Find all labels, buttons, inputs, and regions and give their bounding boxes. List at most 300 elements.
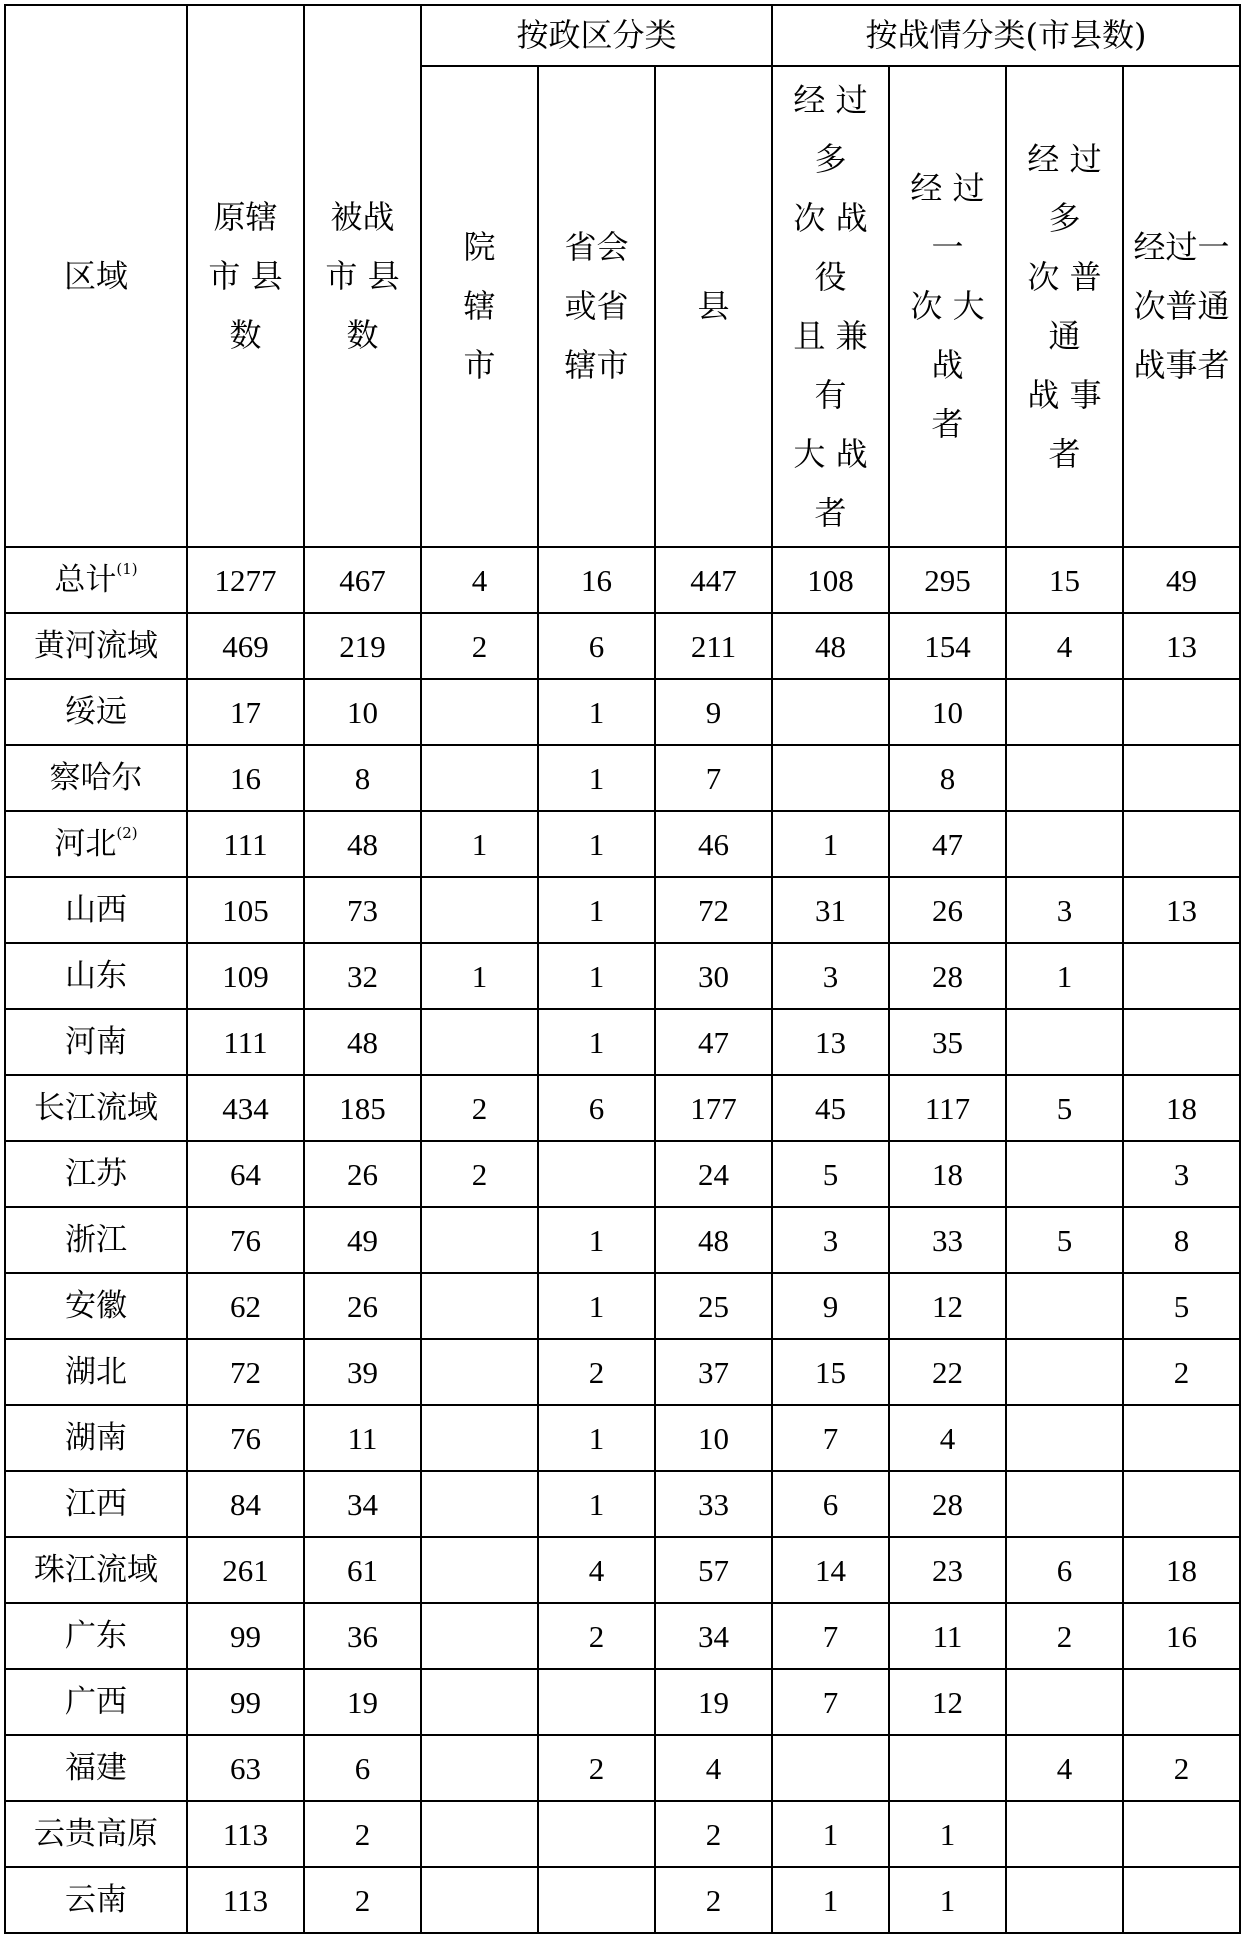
value-cell: 8 <box>1123 1207 1240 1273</box>
value-cell <box>1006 745 1123 811</box>
value-cell: 72 <box>655 877 772 943</box>
header-original-count-line: 原辖 <box>213 197 278 236</box>
value-cell: 2 <box>538 1603 655 1669</box>
table-body <box>5 547 1240 1933</box>
value-cell: 7 <box>772 1669 889 1735</box>
table-row <box>5 1735 1240 1801</box>
value-cell: 11 <box>889 1603 1006 1669</box>
header-multi-battles-major-line: 者 <box>814 493 847 532</box>
table-row <box>5 943 1240 1009</box>
header-one-major-battle-line: 一 <box>931 228 964 266</box>
table-row <box>5 1207 1240 1273</box>
header-multi-battles-major-label <box>793 71 867 543</box>
region-cell <box>5 1603 187 1669</box>
value-cell: 2 <box>1006 1603 1123 1669</box>
table-row <box>5 679 1240 745</box>
value-cell: 4 <box>421 547 538 613</box>
value-cell: 48 <box>655 1207 772 1273</box>
header-provincial-city-line: 辖市 <box>564 346 629 384</box>
header-multi-battles-major-line: 大 战 <box>793 434 868 473</box>
table-row <box>5 1669 1240 1735</box>
value-cell <box>1123 943 1240 1009</box>
header-county <box>655 66 772 547</box>
value-cell: 99 <box>187 1603 304 1669</box>
header-provincial-city <box>538 66 655 547</box>
value-cell: 10 <box>304 679 421 745</box>
header-group-war-label: 按战情分类(市县数) <box>865 16 1147 54</box>
value-cell <box>421 679 538 745</box>
value-cell: 24 <box>655 1141 772 1207</box>
value-cell: 113 <box>187 1801 304 1867</box>
table-row <box>5 1075 1240 1141</box>
region-cell <box>5 613 187 679</box>
value-cell: 113 <box>187 1867 304 1933</box>
region-cell <box>5 547 187 613</box>
header-multi-ordinary-line: 者 <box>1048 434 1081 473</box>
value-cell: 1 <box>538 877 655 943</box>
table-row <box>5 1405 1240 1471</box>
value-cell: 30 <box>655 943 772 1009</box>
region-cell <box>5 1207 187 1273</box>
value-cell: 31 <box>772 877 889 943</box>
value-cell: 16 <box>538 547 655 613</box>
value-cell <box>421 1603 538 1669</box>
value-cell: 25 <box>655 1273 772 1339</box>
header-provincial-city-line: 省会 <box>564 228 629 266</box>
header-multi-ordinary-line: 战 事 <box>1027 375 1102 414</box>
statistics-table <box>4 4 1241 1934</box>
value-cell: 2 <box>1123 1735 1240 1801</box>
value-cell: 34 <box>655 1603 772 1669</box>
region-cell <box>5 745 187 811</box>
header-provincial-city-line: 或省 <box>564 287 629 325</box>
header-multi-ordinary-line: 通 <box>1048 316 1081 355</box>
value-cell: 2 <box>421 1075 538 1141</box>
value-cell: 45 <box>772 1075 889 1141</box>
value-cell: 16 <box>187 745 304 811</box>
table-row <box>5 1339 1240 1405</box>
region-cell <box>5 1075 187 1141</box>
value-cell <box>1006 1009 1123 1075</box>
header-one-ordinary-label <box>1134 218 1230 395</box>
header-courtyard-city-label <box>463 218 495 395</box>
region-cell <box>5 1669 187 1735</box>
value-cell: 33 <box>655 1471 772 1537</box>
value-cell: 3 <box>1006 877 1123 943</box>
value-cell: 36 <box>304 1603 421 1669</box>
header-multi-ordinary-label <box>1027 130 1101 484</box>
value-cell: 6 <box>538 613 655 679</box>
value-cell: 111 <box>187 1009 304 1075</box>
region-name: 福建 <box>65 1749 127 1786</box>
region-cell <box>5 1801 187 1867</box>
value-cell <box>1006 1273 1123 1339</box>
value-cell: 47 <box>889 811 1006 877</box>
region-cell <box>5 679 187 745</box>
value-cell: 9 <box>772 1273 889 1339</box>
header-courtyard-city <box>421 66 538 547</box>
value-cell: 3 <box>772 943 889 1009</box>
table-row <box>5 1867 1240 1933</box>
value-cell: 1 <box>772 1801 889 1867</box>
table-row <box>5 745 1240 811</box>
value-cell: 1 <box>421 943 538 1009</box>
value-cell <box>1006 1405 1123 1471</box>
header-multi-battles-major <box>772 66 889 547</box>
value-cell: 2 <box>1123 1339 1240 1405</box>
table-row <box>5 547 1240 613</box>
value-cell: 49 <box>304 1207 421 1273</box>
value-cell: 46 <box>655 811 772 877</box>
value-cell <box>421 745 538 811</box>
value-cell: 111 <box>187 811 304 877</box>
value-cell <box>772 745 889 811</box>
value-cell: 12 <box>889 1273 1006 1339</box>
value-cell: 1 <box>538 1273 655 1339</box>
region-name: 察哈尔 <box>49 759 143 796</box>
value-cell: 1 <box>772 1867 889 1933</box>
value-cell: 2 <box>304 1867 421 1933</box>
region-cell <box>5 1867 187 1933</box>
value-cell: 117 <box>889 1075 1006 1141</box>
region-name: 山西 <box>65 891 127 928</box>
value-cell <box>421 1207 538 1273</box>
footnote-marker: (2) <box>116 824 138 843</box>
value-cell: 5 <box>1123 1273 1240 1339</box>
value-cell: 2 <box>538 1735 655 1801</box>
value-cell: 19 <box>304 1669 421 1735</box>
value-cell: 73 <box>304 877 421 943</box>
value-cell: 154 <box>889 613 1006 679</box>
header-original-count-label <box>208 188 282 365</box>
value-cell: 61 <box>304 1537 421 1603</box>
value-cell: 1 <box>538 1009 655 1075</box>
value-cell: 109 <box>187 943 304 1009</box>
header-region <box>5 5 187 547</box>
region-name: 黄河流域 <box>34 627 158 664</box>
region-cell <box>5 943 187 1009</box>
value-cell: 2 <box>655 1801 772 1867</box>
value-cell: 2 <box>538 1339 655 1405</box>
value-cell: 28 <box>889 1471 1006 1537</box>
header-group-admin-label: 按政区分类 <box>516 16 677 54</box>
value-cell <box>421 1801 538 1867</box>
value-cell: 5 <box>1006 1075 1123 1141</box>
footnote-marker: (1) <box>116 560 138 579</box>
value-cell: 469 <box>187 613 304 679</box>
value-cell: 35 <box>889 1009 1006 1075</box>
value-cell <box>1123 1867 1240 1933</box>
value-cell <box>538 1669 655 1735</box>
header-original-count-line: 市 县 <box>208 256 283 295</box>
value-cell: 63 <box>187 1735 304 1801</box>
value-cell: 13 <box>1123 877 1240 943</box>
header-one-ordinary-line: 战事者 <box>1133 346 1230 384</box>
value-cell: 64 <box>187 1141 304 1207</box>
header-multi-ordinary-line: 经 过 <box>1027 139 1102 178</box>
value-cell: 4 <box>538 1537 655 1603</box>
value-cell: 7 <box>772 1603 889 1669</box>
value-cell: 22 <box>889 1339 1006 1405</box>
header-multi-battles-major-line: 多 <box>814 139 847 178</box>
region-cell <box>5 1735 187 1801</box>
value-cell: 32 <box>304 943 421 1009</box>
header-region-label: 区域 <box>63 256 128 295</box>
value-cell <box>1123 811 1240 877</box>
table-row <box>5 877 1240 943</box>
region-cell <box>5 811 187 877</box>
value-cell: 1 <box>889 1867 1006 1933</box>
value-cell: 39 <box>304 1339 421 1405</box>
value-cell: 10 <box>655 1405 772 1471</box>
region-name: 广西 <box>65 1683 127 1720</box>
value-cell: 261 <box>187 1537 304 1603</box>
region-name: 山东 <box>65 957 127 994</box>
value-cell: 18 <box>1123 1075 1240 1141</box>
region-cell <box>5 1339 187 1405</box>
header-original-count-line: 数 <box>229 315 262 354</box>
value-cell: 8 <box>304 745 421 811</box>
value-cell: 295 <box>889 547 1006 613</box>
value-cell: 48 <box>772 613 889 679</box>
value-cell: 2 <box>421 1141 538 1207</box>
table-header <box>5 5 1240 547</box>
value-cell: 5 <box>1006 1207 1123 1273</box>
header-multi-battles-major-line: 役 <box>814 257 847 296</box>
value-cell <box>421 1537 538 1603</box>
value-cell: 1277 <box>187 547 304 613</box>
value-cell: 23 <box>889 1537 1006 1603</box>
header-group-war <box>772 5 1240 66</box>
value-cell: 1 <box>538 1405 655 1471</box>
table-row <box>5 1009 1240 1075</box>
value-cell: 26 <box>304 1273 421 1339</box>
region-name: 湖南 <box>65 1419 127 1456</box>
value-cell: 18 <box>889 1141 1006 1207</box>
value-cell: 1 <box>538 745 655 811</box>
value-cell: 13 <box>772 1009 889 1075</box>
region-name: 云贵高原 <box>34 1815 158 1852</box>
value-cell <box>1123 745 1240 811</box>
value-cell: 57 <box>655 1537 772 1603</box>
value-cell: 108 <box>772 547 889 613</box>
value-cell <box>1006 1867 1123 1933</box>
header-one-major-battle-line: 次 大 <box>910 287 985 325</box>
header-group-admin <box>421 5 772 66</box>
value-cell <box>538 1867 655 1933</box>
value-cell: 33 <box>889 1207 1006 1273</box>
value-cell: 84 <box>187 1471 304 1537</box>
value-cell: 177 <box>655 1075 772 1141</box>
value-cell: 34 <box>304 1471 421 1537</box>
value-cell <box>1006 811 1123 877</box>
value-cell: 105 <box>187 877 304 943</box>
header-one-major-battle <box>889 66 1006 547</box>
value-cell: 28 <box>889 943 1006 1009</box>
region-name: 河南 <box>65 1023 127 1060</box>
header-war-count-label <box>325 188 399 365</box>
value-cell <box>538 1141 655 1207</box>
value-cell <box>1006 1801 1123 1867</box>
value-cell: 15 <box>1006 547 1123 613</box>
region-cell <box>5 1405 187 1471</box>
value-cell: 6 <box>1006 1537 1123 1603</box>
value-cell <box>1123 1471 1240 1537</box>
value-cell <box>421 1009 538 1075</box>
value-cell <box>421 1273 538 1339</box>
header-courtyard-city-line: 辖 <box>463 287 496 325</box>
region-cell <box>5 1141 187 1207</box>
table-row <box>5 1603 1240 1669</box>
header-multi-battles-major-line: 次 战 <box>793 198 868 237</box>
value-cell: 3 <box>1123 1141 1240 1207</box>
region-cell <box>5 1273 187 1339</box>
value-cell <box>1006 1141 1123 1207</box>
value-cell <box>421 1471 538 1537</box>
value-cell: 1 <box>538 679 655 745</box>
value-cell: 7 <box>655 745 772 811</box>
value-cell: 26 <box>889 877 1006 943</box>
table-row <box>5 1273 1240 1339</box>
value-cell <box>1123 1405 1240 1471</box>
value-cell: 17 <box>187 679 304 745</box>
value-cell: 467 <box>304 547 421 613</box>
value-cell <box>1006 1669 1123 1735</box>
region-cell <box>5 1009 187 1075</box>
value-cell: 4 <box>655 1735 772 1801</box>
value-cell: 48 <box>304 811 421 877</box>
value-cell: 1 <box>421 811 538 877</box>
region-name: 珠江流域 <box>34 1551 158 1588</box>
value-cell: 2 <box>655 1867 772 1933</box>
value-cell <box>1123 679 1240 745</box>
value-cell: 1 <box>1006 943 1123 1009</box>
value-cell <box>421 1669 538 1735</box>
value-cell: 3 <box>772 1207 889 1273</box>
value-cell: 447 <box>655 547 772 613</box>
header-multi-battles-major-line: 有 <box>814 375 847 414</box>
region-name: 广东 <box>65 1617 127 1654</box>
header-one-ordinary-line: 经过一 <box>1133 228 1230 266</box>
header-provincial-city-label <box>564 218 628 395</box>
value-cell: 72 <box>187 1339 304 1405</box>
value-cell: 47 <box>655 1009 772 1075</box>
table-row <box>5 1471 1240 1537</box>
value-cell: 49 <box>1123 547 1240 613</box>
header-one-major-battle-line: 战 <box>931 346 964 384</box>
header-one-major-battle-line: 经 过 <box>910 169 985 207</box>
value-cell: 219 <box>304 613 421 679</box>
value-cell <box>1006 1471 1123 1537</box>
value-cell: 76 <box>187 1405 304 1471</box>
value-cell: 14 <box>772 1537 889 1603</box>
value-cell: 16 <box>1123 1603 1240 1669</box>
value-cell <box>772 679 889 745</box>
region-name: 长江流域 <box>34 1089 158 1126</box>
header-war-count-line: 数 <box>346 315 379 354</box>
value-cell <box>1123 1009 1240 1075</box>
header-multi-battles-major-line: 经 过 <box>793 80 868 119</box>
header-courtyard-city-line: 院 <box>463 228 496 266</box>
region-name: 河北 <box>54 825 117 862</box>
region-name: 江西 <box>65 1485 127 1522</box>
header-war-count-line: 市 县 <box>325 256 400 295</box>
value-cell: 6 <box>772 1471 889 1537</box>
header-courtyard-city-line: 市 <box>463 346 496 384</box>
value-cell: 6 <box>538 1075 655 1141</box>
value-cell: 26 <box>304 1141 421 1207</box>
header-one-major-battle-line: 者 <box>931 405 964 443</box>
value-cell <box>538 1801 655 1867</box>
table-row <box>5 811 1240 877</box>
table-row <box>5 1141 1240 1207</box>
value-cell: 4 <box>1006 1735 1123 1801</box>
value-cell: 19 <box>655 1669 772 1735</box>
table-row <box>5 1801 1240 1867</box>
value-cell <box>1123 1801 1240 1867</box>
value-cell: 1 <box>889 1801 1006 1867</box>
header-county-line: 县 <box>697 287 730 325</box>
value-cell <box>421 1867 538 1933</box>
value-cell <box>421 877 538 943</box>
value-cell: 2 <box>304 1801 421 1867</box>
region-name: 安徽 <box>65 1287 127 1324</box>
value-cell <box>1006 1339 1123 1405</box>
value-cell: 1 <box>772 811 889 877</box>
header-multi-battles-major-line: 且 兼 <box>793 316 868 355</box>
region-name: 湖北 <box>65 1353 127 1390</box>
region-name: 浙江 <box>65 1221 127 1258</box>
value-cell: 2 <box>421 613 538 679</box>
value-cell <box>1006 679 1123 745</box>
value-cell: 1 <box>538 1207 655 1273</box>
value-cell: 434 <box>187 1075 304 1141</box>
value-cell: 48 <box>304 1009 421 1075</box>
value-cell <box>772 1735 889 1801</box>
header-one-ordinary <box>1123 66 1240 547</box>
value-cell: 1 <box>538 811 655 877</box>
value-cell: 37 <box>655 1339 772 1405</box>
value-cell: 1 <box>538 943 655 1009</box>
value-cell: 99 <box>187 1669 304 1735</box>
value-cell: 62 <box>187 1273 304 1339</box>
region-name: 总计 <box>54 561 117 598</box>
value-cell: 10 <box>889 679 1006 745</box>
value-cell: 5 <box>772 1141 889 1207</box>
header-war-count <box>304 5 421 547</box>
region-cell <box>5 1471 187 1537</box>
value-cell: 11 <box>304 1405 421 1471</box>
value-cell: 13 <box>1123 613 1240 679</box>
table-row <box>5 613 1240 679</box>
header-war-count-line: 被战 <box>330 197 395 236</box>
value-cell <box>421 1735 538 1801</box>
value-cell <box>421 1405 538 1471</box>
value-cell: 12 <box>889 1669 1006 1735</box>
value-cell: 9 <box>655 679 772 745</box>
header-one-major-battle-label <box>910 159 984 454</box>
header-county-label <box>698 277 730 336</box>
value-cell: 1 <box>538 1471 655 1537</box>
value-cell <box>1123 1669 1240 1735</box>
value-cell: 76 <box>187 1207 304 1273</box>
value-cell: 4 <box>889 1405 1006 1471</box>
value-cell: 211 <box>655 613 772 679</box>
value-cell: 18 <box>1123 1537 1240 1603</box>
header-original-count <box>187 5 304 547</box>
region-name: 绥远 <box>65 693 127 730</box>
value-cell: 7 <box>772 1405 889 1471</box>
